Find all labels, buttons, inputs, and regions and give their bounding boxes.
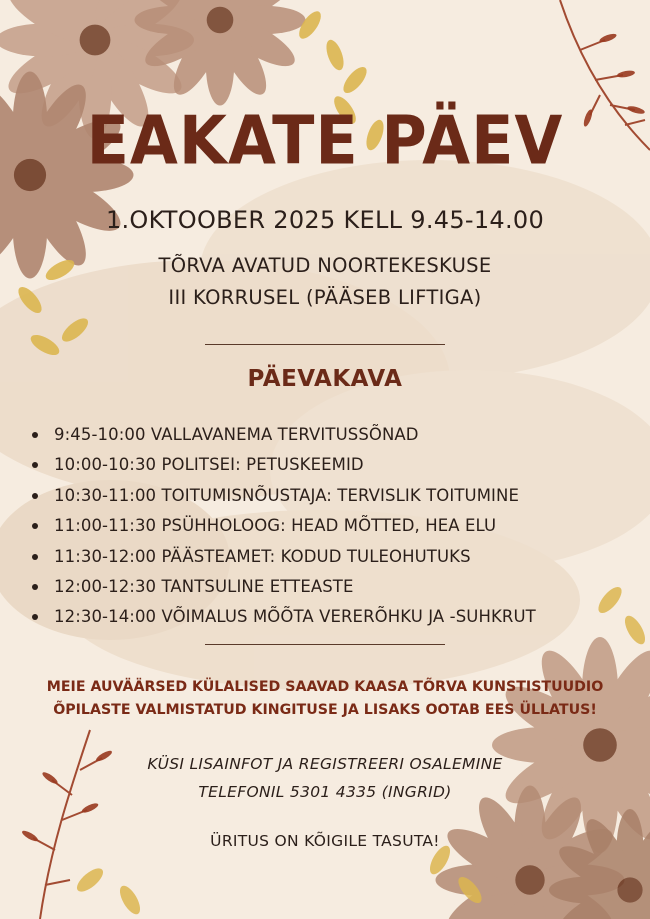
schedule-heading: PÄEVAKAVA [247,366,403,392]
schedule-item: 12:30-14:00 VÕIMALUS MÕÕTA VERERÕHKU JA -SUHKRUT [32,602,536,632]
poster-title: EAKATE PÄEV [86,101,564,180]
guests-note-line-1: MEIE AUVÄÄRSED KÜLALISED SAAVAD KAASA TÕRVA KUNSTISTUUDIO [46,679,604,695]
location-line-1: TÕRVA AVATUD NOORTEKESKUSE [158,254,492,277]
schedule-list [32,420,536,633]
guests-note-line-2: ÕPILASTE VALMISTATUD KINGITUSE JA LISAKS OOTAB EES ÜLLATUS! [53,702,597,718]
divider-top [205,344,445,345]
event-date-time: 1.OKTOOBER 2025 KELL 9.45-14.00 [105,206,545,234]
schedule-item: 12:00-12:30 TANTSULINE ETTEASTE [32,572,536,602]
schedule-item: 11:30-12:00 PÄÄSTEAMET: KODUD TULEOHUTUKS [32,542,536,572]
schedule-item: 10:00-10:30 POLITSEI: PETUSKEEMID [32,450,536,480]
divider-bottom [205,644,445,645]
guests-note [0,676,650,722]
schedule-item: 10:30-11:00 TOITUMISNÕUSTAJA: TERVISLIK TOITUMINE [32,481,536,511]
contact-info [0,750,650,806]
location-line-2: III KORRUSEL (PÄÄSEB LIFTIGA) [168,286,482,309]
contact-line-1: KÜSI LISAINFOT JA REGISTREERI OSALEMINE [147,755,503,773]
contact-line-2: TELEFONIL 5301 4335 (INGRID) [198,783,452,801]
schedule-item: 11:00-11:30 PSÜHHOLOOG: HEAD MÕTTED, HEA ELU [32,511,536,541]
free-note: ÜRITUS ON KÕIGILE TASUTA! [210,832,440,850]
schedule-item: 9:45-10:00 VALLAVANEMA TERVITUSSÕNAD [32,420,536,450]
